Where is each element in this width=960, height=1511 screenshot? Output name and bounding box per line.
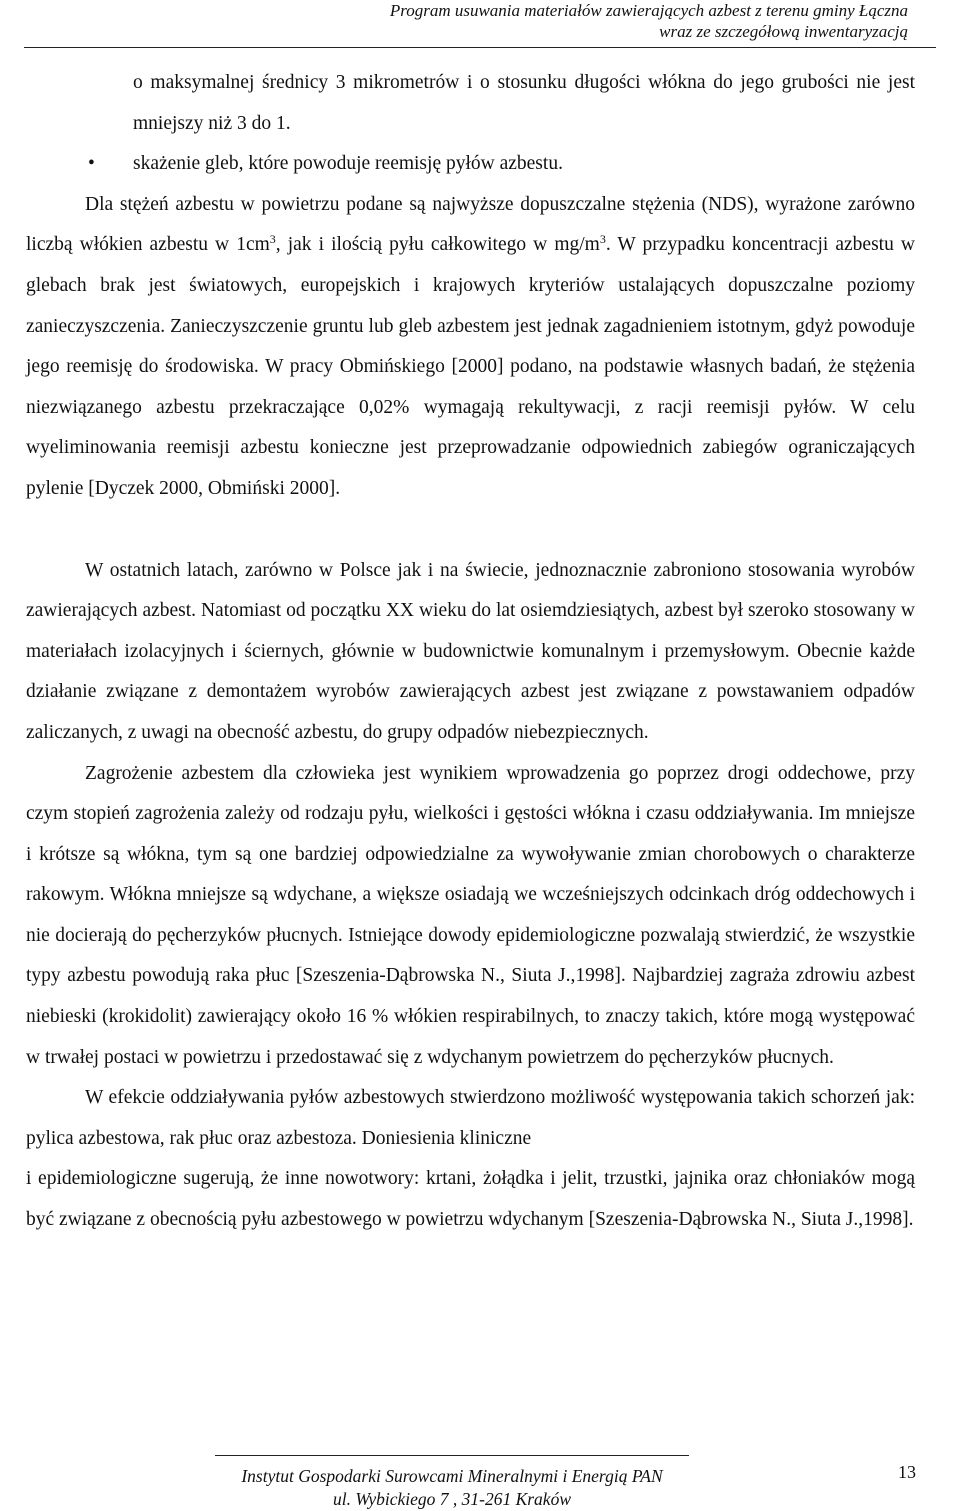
paragraph-diseases-a: W efekcie oddziaływania pyłów azbestowych stwierdzono możliwość występowania takich schorzeń jak: pylica azbestowa, rak płuc oraz azbestoza. Doniesienia kliniczne [26, 1087, 915, 1149]
paragraph-text: Dla stężeń azbestu w powietrzu podane są najwyższe dopuszczalne stężenia (NDS), wyrażone zarówno liczbą włókien azbestu w 1cm [26, 193, 915, 256]
continuation-text: o maksymalnej średnicy 3 mikrometrów i o stosunku długości włókna do jego grubości nie jest mniejszy niż 3 do 1. [133, 72, 915, 134]
page-number: 13 [898, 1462, 916, 1482]
page-footer [0, 1465, 960, 1511]
header-divider [24, 47, 936, 48]
header-title: Program usuwania materiałów zawierających azbest z terenu gminy Łączna [389, 1, 908, 20]
paragraph-nds [26, 185, 915, 510]
paragraph-text: . W przypadku koncentracji azbestu w glebach brak jest światowych, europejskich i krajowych kryteriów ustalających dopuszczalne poziomy zanieczyszczenia. Zanieczyszczenie gruntu lub gleb azbestem jest jednak zagadnieniem istotnym, gdyż powoduje jego reemisję do środowiska. W pracy Obmińskiego [2000] podano, na podstawie własnych badań, że stężenia niezwiązanego azbestu przekraczające 0,02% wymagają rekultywacji, z racji reemisji pyłów. W celu wyeliminowania reemisji azbestu konieczne jest przeprowadzanie odpowiednich zabiegów ograniczających pylenie [Dyczek 2000, Obmiński 2000]. [26, 234, 915, 499]
paragraph-text: , jak i ilością pyłu całkowitego w mg/m [275, 234, 600, 256]
footer-divider [215, 1455, 689, 1456]
paragraph-diseases-b: i epidemiologiczne sugerują, że inne nowotwory: krtani, żołądka i jelit, trzustki, jajnika oraz chłoniaków mogą być związane z obecnością pyłu azbestowego w powietrzu wdychanym [Szeszenia-Dąbrowska N., Siuta J.,1998]. [26, 1168, 915, 1231]
bullet-icon: • [88, 153, 95, 175]
footer-institution: Instytut Gospodarki Surowcami Mineralnymi i Energią PAN [241, 1466, 663, 1486]
page-header [0, 0, 960, 42]
list-item-text: skażenie gleb, które powoduje reemisję pyłów azbestu. [133, 153, 563, 175]
paragraph-spacer [26, 510, 915, 551]
paragraph-ban: W ostatnich latach, zarówno w Polsce jak i na świecie, jednoznacznie zabroniono stosowania wyrobów zawierających azbest. Natomiast od początku XX wieku do lat osiemdziesiątych, azbest był szeroko stosowany w materiałach izolacyjnych i ściernych, głównie w budownictwie komunalnym i przemysłowym. Obecnie każde działanie związane z demontażem wyrobów zawierających azbest jest związane z powstawaniem odpadów zaliczanych, z uwagi na obecność azbestu, do grupy odpadów niebezpiecznych. [26, 559, 915, 743]
paragraph-hazard: Zagrożenie azbestem dla człowieka jest wynikiem wprowadzenia go poprzez drogi oddechowe, przy czym stopień zagrożenia zależy od rodzaju pyłu, wielkości i gęstości włókna i czasu oddziaływania. Im mniejsze i krótsze są włókna, tym są one bardziej odpowiedzialne za wywoływanie zmian chorobowych o charakterze rakowym. Włókna mniejsze są wdychane, a większe osiadają we wcześniejszych odcinkach dróg oddechowych i nie docierają do pęcherzyków płucnych. Istniejące dowody epidemiologiczne pozwalają stwierdzić, że wszystkie typy azbestu powodują raka płuc [Szeszenia-Dąbrowska N., Siuta J.,1998]. Najbardziej zagraża zdrowiu azbest niebieski (krokidolit) zawierający około 16 % włókien respirabilnych, to znaczy takich, które mogą występować w trwałej postaci w powietrzu i przedostawać się z wdychanym powietrzem do pęcherzyków płucnych. [26, 762, 915, 1068]
superscript: 3 [269, 232, 276, 247]
superscript: 3 [599, 232, 606, 247]
footer-address: ul. Wybickiego 7 , 31-261 Kraków [332, 1489, 571, 1509]
document-body [26, 63, 915, 1241]
list-item [26, 144, 915, 185]
header-subtitle: wraz ze szczegółową inwentaryzacją [659, 22, 908, 41]
